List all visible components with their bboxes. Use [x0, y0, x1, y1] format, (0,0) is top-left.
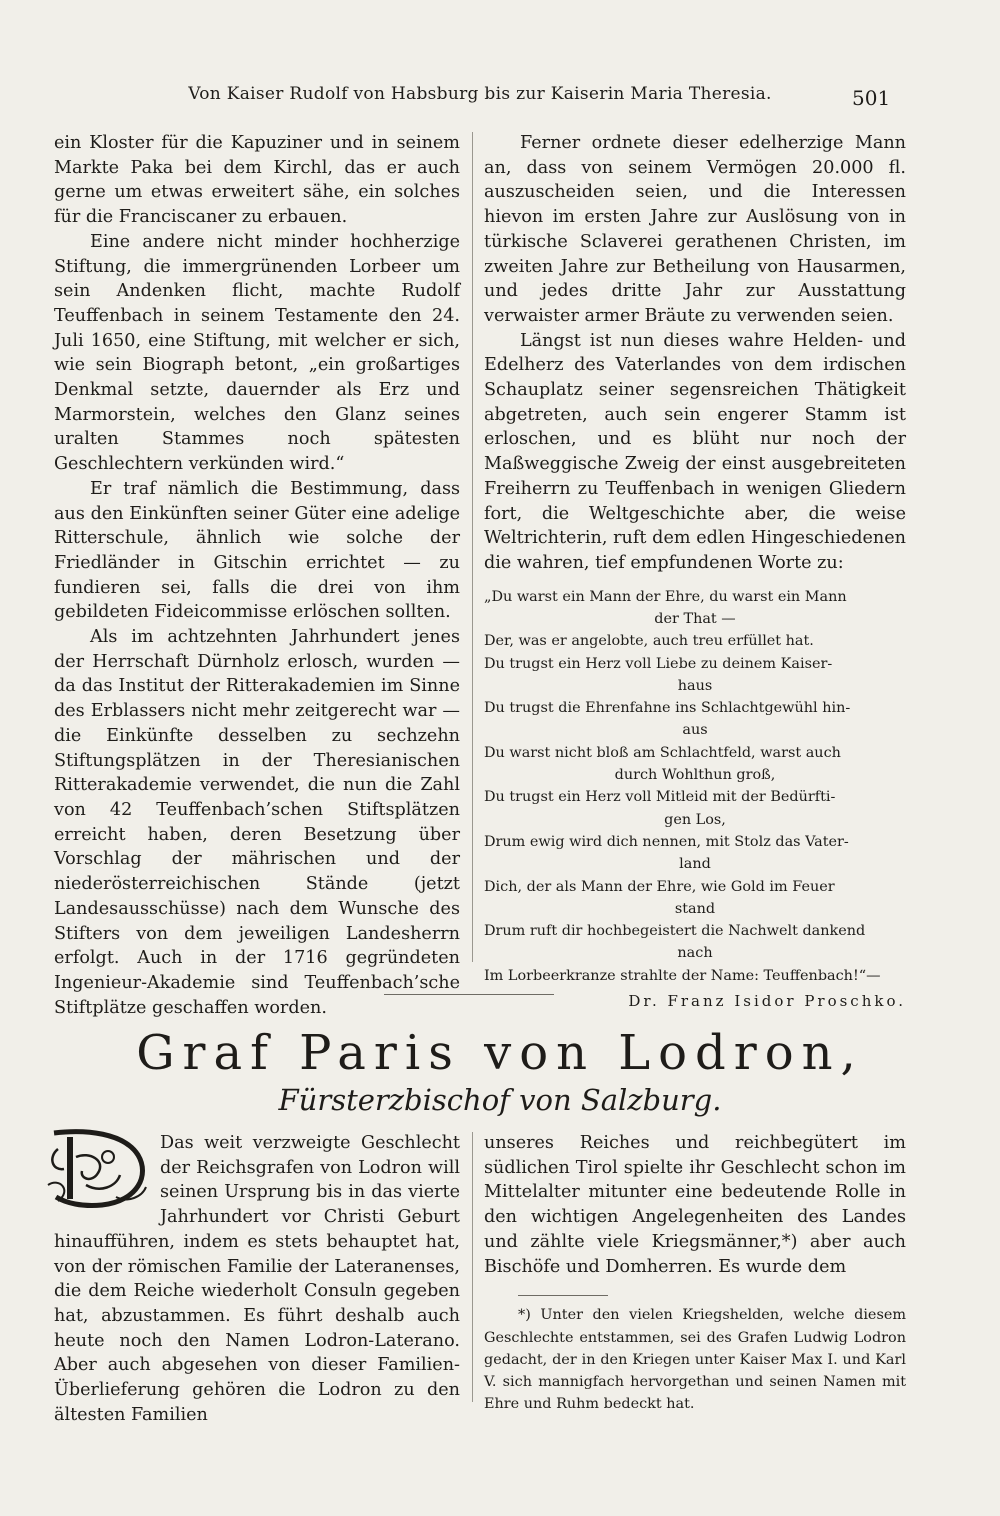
- poem-turnover: land: [679, 856, 711, 873]
- poem: [484, 586, 906, 987]
- paragraph: Er traf nämlich die Bestimmung, dass aus den Einkünften seiner Güter eine adelige Ritterschule, ähnlich wie solche der Friedländer in Gitschin errichtet — zu fundieren sei, falls die drei von ihm gebildeten Fideicommisse erlöschen sollten.: [54, 478, 460, 623]
- paragraph: Als im achtzehnten Jahrhundert jenes der Herrschaft Dürnholz erlosch, wurden — da das Institut der Ritterakademien im Sinne des Erblassers nicht mehr zeitgerecht war — die Einkünfte desselben zu sechzehn Stiftungsplätzen in der Theresianischen Ritterakademie verwendet, die nun die Zahl von 42 Teuffenbach’schen Stiftsplätzen erreicht haben, deren Besetzung über Vorschlag der mährischen und der niederösterreichischen Stände (jetzt Landesausschüsse) nach dem Wunsche des Stifters von dem jeweiligen Landesherrn erfolgt. Auch in der 1716 gegründeten Ingenieur-Akademie sind Teuffenbach’sche Stiftplätze geschaffen worden.: [54, 627, 460, 1018]
- paragraph: Das weit verzweigte Geschlecht der Reichsgrafen von Lodron will seinen Ursprung bis in das vierte Jahrhundert vor Christi Geburt hinaufführen, indem es stets behauptet hat, von der römischen Familie der Lateranenses, die dem Reiche wiederholt Consuln gegeben hat, abzustammen. Es führt deshalb auch heute noch den Namen Lodron-Laterano. Aber auch abgesehen von dieser Familien-Überlieferung gehören die Lodron zu den ältesten Familien: [54, 1133, 460, 1425]
- poem-line: „Du warst ein Mann der Ehre, du warst ein Mann: [484, 588, 847, 605]
- ornamental-initial-d-icon: [46, 1127, 150, 1209]
- poem-line: Im Lorbeerkranze strahlte der Name: Teuffenbach!“—: [484, 967, 881, 984]
- article-title: Graf Paris von Lodron,: [136, 1025, 864, 1081]
- poem-line: Du trugst ein Herz voll Liebe zu deinem Kaiser-: [484, 655, 833, 672]
- footnote-separator: [518, 1295, 608, 1296]
- poem-line: Dich, der als Mann der Ehre, wie Gold im Feuer: [484, 878, 835, 895]
- poem-turnover: aus: [682, 722, 708, 739]
- paragraph: ein Kloster für die Kapuziner und in seinem Markte Paka bei dem Kirchl, das er auch gerne um etwas erweitert sähe, ein solches für die Franciscaner zu erbauen.: [54, 133, 460, 228]
- poem-turnover: nach: [677, 945, 713, 962]
- author-signature: Dr. Franz Isidor Proschko.: [628, 992, 906, 1010]
- column-divider: [472, 132, 473, 962]
- poem-line: Drum ewig wird dich nennen, mit Stolz das Vater-: [484, 833, 849, 850]
- paragraph: unseres Reiches und reichbegütert im südlichen Tirol spielte ihr Geschlecht schon im Mittelalter mitunter eine bedeutende Rolle in den wichtigen Angelegenheiten des Landes und zählte viele Kriegsmänner,*) aber auch Bischöfe und Domherren. Es wurde dem: [484, 1133, 906, 1277]
- running-head: Von Kaiser Rudolf von Habsburg bis zur Kaiserin Maria Theresia.: [188, 84, 772, 104]
- poem-line: Der, was er angelobte, auch treu erfüllet hat.: [484, 633, 814, 650]
- poem-line: Du trugst ein Herz voll Mitleid mit der Bedürfti-: [484, 789, 836, 806]
- right-column-bottom: [484, 1131, 906, 1416]
- column-divider: [472, 1132, 473, 1402]
- poem-turnover: durch Wohlthun groß,: [614, 767, 776, 784]
- paragraph: Eine andere nicht minder hochherzige Stiftung, die immergrünenden Lorbeer um sein Andenken flicht, machte Rudolf Teuffenbach in seinem Testamente den 24. Juli 1650, eine Stiftung, mit welcher er sich, wie sein Biograph betont, „ein großartiges Denkmal setzte, dauernder als Erz und Marmorstein, welches den Glanz seines uralten Stammes noch spätesten Geschlechtern verkünden wird.“: [54, 231, 460, 475]
- poem-turnover: der That —: [654, 610, 736, 627]
- section-separator: [384, 994, 554, 995]
- paragraph: Längst ist nun dieses wahre Helden- und Edelherz des Vaterlandes von dem irdischen Schauplatz seiner segensreichen Thätigkeit abgetreten, auch sein engerer Stamm ist erloschen, und es blüht nur noch der Maßweggische Zweig der einst ausgebreiteten Freiherrn zu Teuffenbach in wenigen Gliedern fort, die Weltgeschichte aber, die weise Weltrichterin, ruft dem edlen Hingeschiedenen die wahren, tief empfundenen Worte zu:: [484, 330, 906, 573]
- poem-line: Du warst nicht bloß am Schlachtfeld, warst auch: [484, 744, 841, 761]
- poem-line: Du trugst die Ehrenfahne ins Schlachtgewühl hin-: [484, 700, 851, 717]
- poem-line: Drum ruft dir hochbegeistert die Nachwelt dankend: [484, 923, 866, 940]
- poem-turnover: gen Los,: [664, 811, 726, 828]
- footnote: *) Unter den vielen Kriegshelden, welche diesem Geschlechte entstammen, sei des Grafen Ludwig Lodron gedacht, der in den Kriegen unter Kaiser Max I. und Karl V. sich mannigfach hervorgethan und seinen Namen mit Ehre und Ruhm bedeckt hat.: [484, 1307, 906, 1413]
- left-column-bottom: [54, 1131, 460, 1427]
- poem-turnover: haus: [677, 677, 713, 694]
- left-column-top: [54, 131, 460, 1020]
- poem-turnover: stand: [674, 900, 716, 917]
- paragraph: Ferner ordnete dieser edelherzige Mann an, dass von seinem Vermögen 20.000 fl. auszuscheiden seien, und die Interessen hievon im ersten Jahre zur Auslösung von in türkische Sclaverei gerathenen Christen, im zweiten Jahre zur Betheilung von Hausarmen, und jedes dritte Jahr zur Ausstattung verwaister armer Bräute zu verwenden seien.: [484, 133, 906, 326]
- right-column-top: [484, 131, 906, 1014]
- page-number: 501: [852, 86, 891, 110]
- article-subtitle: Fürsterzbischof von Salzburg.: [278, 1083, 722, 1117]
